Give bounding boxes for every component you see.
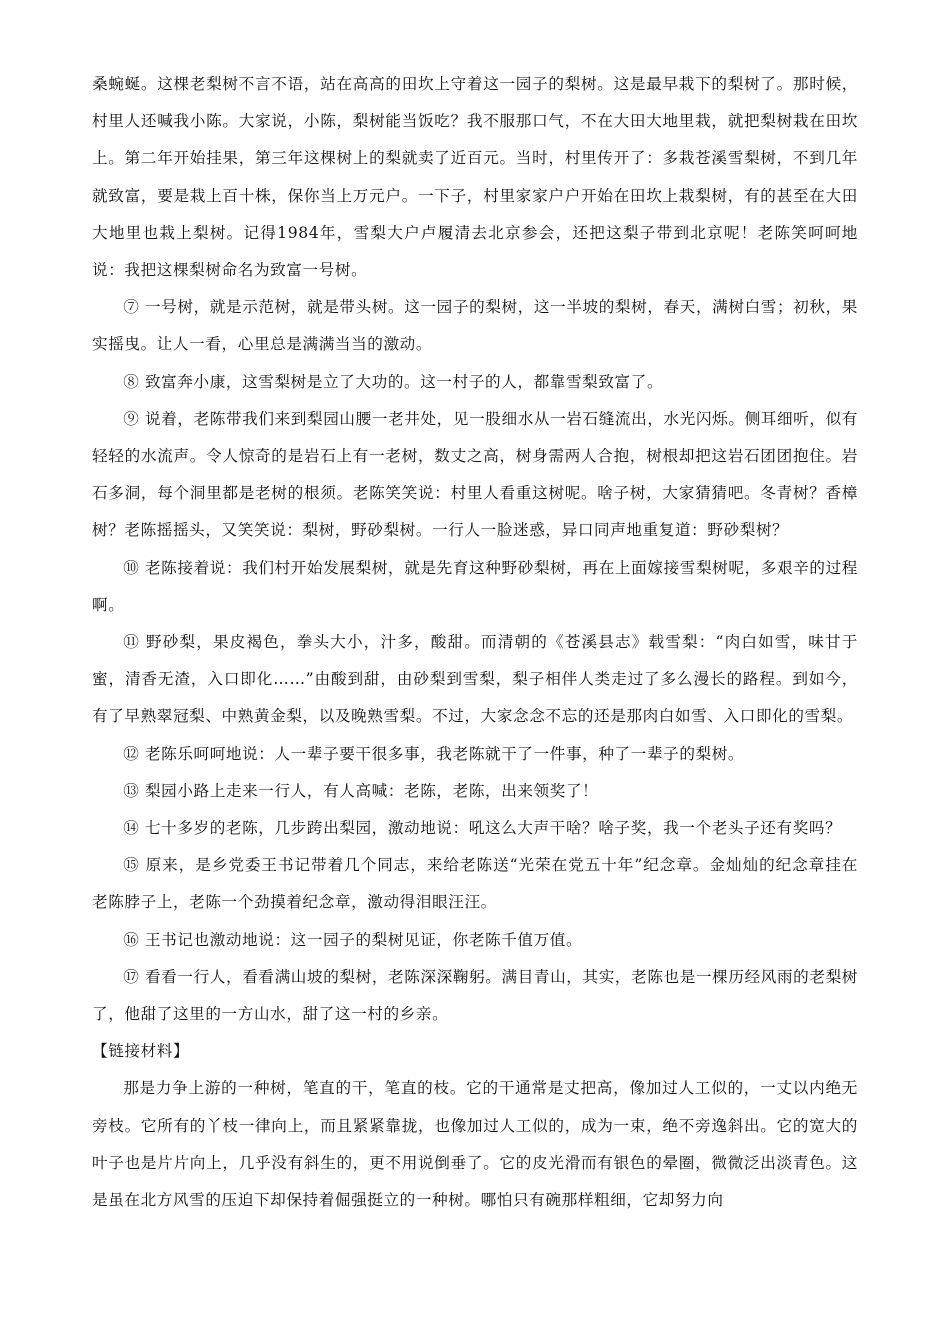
paragraph-12: ⑫ 老陈乐呵呵地说：人一辈子要干很多事，我老陈就干了一件事，种了一辈子的梨树。 [123,744,745,763]
paragraph-13: ⑬ 梨园小路上走来一行人，有人高喊：老陈，老陈，出来领奖了！ [123,781,599,800]
paragraph-15: ⑮ 原来，是乡党委王书记带着几个同志，来给老陈送“光荣在党五十年”纪念章。金灿灿的纪念章挂在老陈脖子上，老陈一个劲摸着纪念章，激动得泪眼汪汪。 [92,856,858,912]
paragraph-11: ⑪ 野砂梨，果皮褐色，拳头大小，汁多，酸甜。而清朝的《苍溪县志》载雪梨：“肉白如雪，味甘于蜜，清香无渣，入口即化……”由酸到甜，由砂梨到雪梨，梨子相伴人类走过了多么漫长的路程。到如今，有了早熟翠冠梨、中熟黄金梨，以及晚熟雪梨。不过，大家念念不忘的还是那肉白如雪、入口即化的雪梨。 [92,633,858,726]
paragraph-16: ⑯ 王书记也激动地说：这一园子的梨树见证，你老陈千值万值。 [123,930,583,949]
paragraph-14: ⑭ 七十多岁的老陈，几步跨出梨园，激动地说：吼这么大声干啥？啥子奖，我一个老头子还有奖吗？ [123,819,842,838]
paragraph-continuation: 桑蜿蜒。这棵老梨树不言不语，站在高高的田坎上守着这一园子的梨树。这是最早栽下的梨树了。那时候，村里人还喊我小陈。大家说，小陈，梨树能当饭吃？我不服那口气，不在大田大地里栽，就把梨树栽在田坎上。第二年开始挂果，第三年这棵树上的梨就卖了近百元。当时，村里传开了：多栽苍溪雪梨树，不到几年就致富，要是栽上百十株，保你当上万元户。一下子，村里家家户户开始在田坎上栽梨树，有的甚至在大田大地里也栽上梨树。记得1984年，雪梨大户卢履清去北京参会，还把这梨子带到北京呢！老陈笑呵呵地说：我把这棵梨树命名为致富一号树。 [92,75,858,280]
paragraph-17: ⑰ 看看一行人，看看满山坡的梨树，老陈深深鞠躬。满目青山，其实，老陈也是一棵历经风雨的老梨树了，他甜了这里的一方山水，甜了这一村的乡亲。 [92,967,858,1024]
paragraph-10: ⑩ 老陈接着说：我们村开始发展梨树，就是先育这种野砂梨树，再在上面嫁接雪梨树呢，多艰辛的过程啊。 [92,558,858,614]
paragraph-7: ⑦ 一号树，就是示范树，就是带头树。这一园子的梨树，这一半坡的梨树，春天，满树白雪；初秋，果实摇曳。让人一看，心里总是满满当当的激动。 [92,298,858,354]
link-material-heading: 【链接材料】 [92,1042,190,1061]
paragraph-8: ⑧ 致富奔小康，这雪梨树是立了大功的。这一村子的人，都靠雪梨致富了。 [123,372,664,391]
link-material-paragraph: 那是力争上游的一种树，笔直的干，笔直的枝。它的干通常是丈把高，像加过人工似的，一丈以内绝无旁枝。它所有的丫枝一律向上，而且紧紧靠拢，也像加过人工似的，成为一束，绝不旁逸斜出。它的宽大的叶子也是片片向上，几乎没有斜生的，更不用说倒垂了。它的皮光滑而有银色的晕圈，微微泛出淡青色。这是虽在北方风雪的压迫下却保持着倔强挺立的一种树。哪怕只有碗那样粗细，它却努力向 [92,1079,858,1210]
paragraph-9: ⑨ 说着，老陈带我们来到梨园山腰一老井处，见一股细水从一岩石缝流出，水光闪烁。侧耳细听，似有轻轻的水流声。令人惊奇的是岩石上有一老树，数丈之高，树身需两人合抱，树根却把这岩石团团抱住。岩石多洞，每个洞里都是老树的根须。老陈笑笑说：村里人看重这树呢。啥子树，大家猜猜吧。冬青树？香樟树？老陈摇摇头，又笑笑说：梨树，野砂梨树。一行人一脸迷惑，异口同声地重复道：野砂梨树？ [92,409,858,540]
document-page [92,66,858,1219]
